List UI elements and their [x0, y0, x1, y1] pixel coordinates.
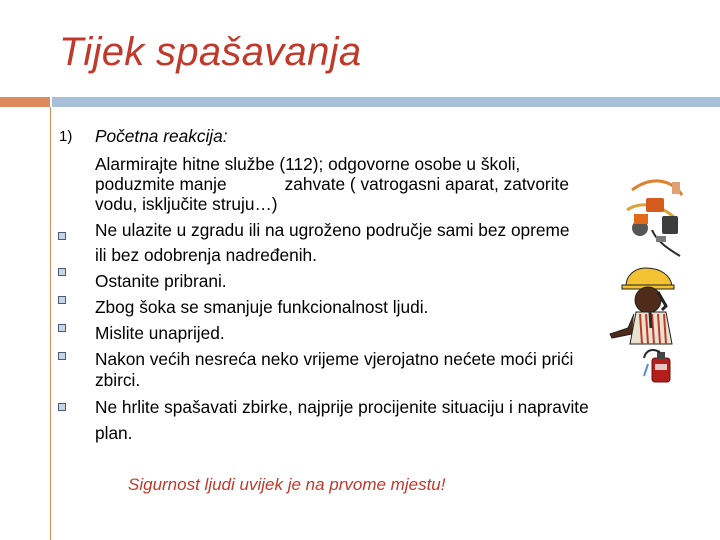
worker-phone-clipart	[606, 266, 684, 346]
fire-extinguisher-clipart	[642, 346, 674, 384]
bullet-icon	[58, 232, 66, 240]
list-item: Ne ulazite u zgradu ili na ugroženo područje sami bez opreme	[95, 220, 570, 240]
footer-note: Sigurnost ljudi uvijek je na prvome mjestu!	[128, 475, 446, 494]
list-item-continuation: plan.	[95, 423, 133, 443]
list-item: Zbog šoka se smanjuje funkcionalnost ljudi.	[95, 297, 429, 317]
bullet-icon	[58, 352, 66, 360]
bullet-icon	[58, 296, 66, 304]
list-item: Mislite unaprijed.	[95, 323, 225, 343]
list-number: 1)	[59, 128, 73, 145]
tools-clipart	[622, 170, 688, 262]
list-item-continuation: ili bez odobrenja nadređenih.	[95, 245, 317, 265]
intro-line: Alarmirajte hitne službe (112); odgovorne osobe u školi,	[95, 154, 521, 174]
list-item: Nakon većih nesreća neko vrijeme vjerojatno nećete moći prići	[95, 349, 574, 369]
bullet-icon	[58, 324, 66, 332]
slide-title: Tijek spašavanja	[59, 30, 362, 74]
list-item: Ne hrlite spašavati zbirke, najprije procijenite situaciju i napravite	[95, 397, 589, 417]
list-item-continuation: zbirci.	[95, 370, 141, 390]
intro-line-part: zahvate ( vatrogasni aparat, zatvorite	[284, 174, 569, 194]
intro-heading: Početna reakcija:	[95, 126, 228, 146]
intro-line	[95, 174, 569, 194]
bullet-icon	[58, 403, 66, 411]
list-item: Ostanite pribrani.	[95, 271, 227, 291]
bullet-icon	[58, 268, 66, 276]
intro-line-part: poduzmite manje	[95, 174, 227, 194]
intro-line: vodu, isključite struju…)	[95, 194, 278, 214]
